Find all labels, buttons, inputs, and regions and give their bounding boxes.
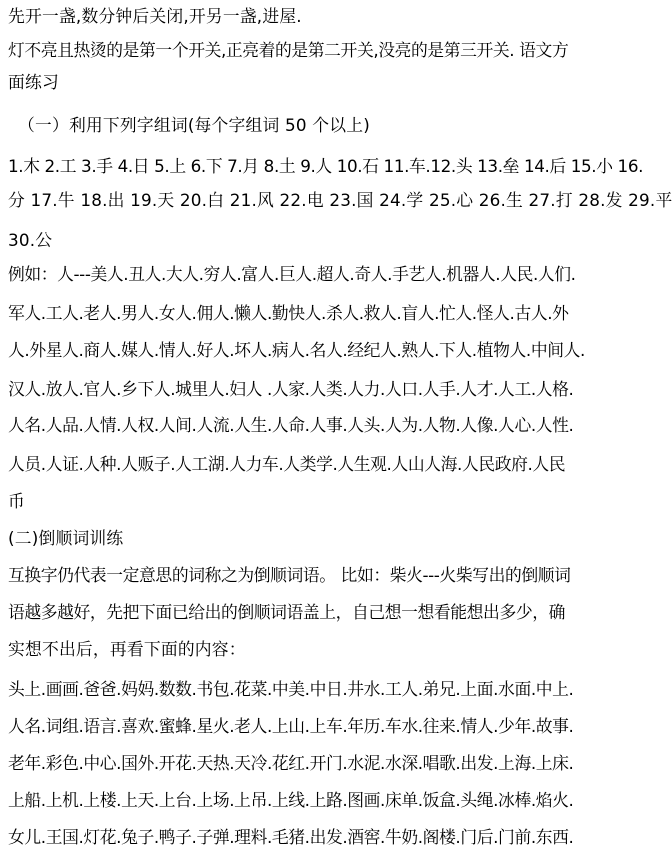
text-line: 人名.人品.人情.人权.人间.人流.人生.人命.人事.人头.人为.人物.人像.人心.人性. [8,415,574,435]
text-line: 人员.人证.人种.人贩子.人工湖.人力车.人类学.人生观.人山人海.人民政府.人民 [8,454,566,474]
text-line: 上船.上机.上楼.上天.上台.上场.上吊.上线.上路.图画.床单.饭盒.头绳.冰棒.焰火. [8,790,574,810]
section-heading: （一）利用下列字组词(每个字组词 50 个以上) [18,115,370,135]
text-line: 灯不亮且热烫的是第一个开关,正亮着的是第二开关,没亮的是第三开关. 语文方 [8,40,569,60]
section-heading: (二)倒顺词训练 [8,528,124,548]
text-line: 老年.彩色.中心.国外.开花.天热.天冷.花红.开门.水泥.水深.唱歌.出发.上海.上床. [8,753,574,773]
text-line: 30.公 [8,230,53,250]
text-line: 例如：人---美人.丑人.大人.穷人.富人.巨人.超人.奇人.手艺人.机器人.人民.人们. [8,264,576,284]
text-line: 实想不出后，再看下面的内容： [8,639,246,659]
text-line: 分 17.牛 18.出 19.天 20.白 21.风 22.电 23.国 24.学 25.心 26.生 27.打 28.发 29.平 [8,190,672,210]
text-line: 头上.画画.爸爸.妈妈.数数.书包.花菜.中美.中日.井水.工人.弟兄.上面.水面.中上. [8,679,574,699]
text-line: 互换字仍代表一定意思的词称之为倒顺词语。 比如：柴火---火柴写出的倒顺词 [8,565,571,585]
text-line: 币 [8,491,25,511]
text-line: 语越多越好，先把下面已给出的倒顺词语盖上，自己想一想看能想出多少，确 [8,602,565,622]
text-line: 面练习 [8,72,59,92]
text-line: 女儿.王国.灯花.兔子.鸭子.子弹.理料.毛猪.出发.酒窖.牛奶.阁楼.门后.门前.东西. [8,827,574,847]
text-line: 人名.词组.语言.喜欢.蜜蜂.星火.老人.上山.上车.年历.车水.往来.情人.少年.故事. [8,716,574,736]
text-line: 军人.工人.老人.男人.女人.佣人.懒人.勤快人.杀人.救人.盲人.忙人.怪人.古人.外 [8,303,569,323]
text-line: 人.外星人.商人.媒人.情人.好人.坏人.病人.名人.经纪人.熟人.下人.植物人.中间人. [8,340,585,360]
text-line: 先开一盏,数分钟后关闭,开另一盏,进屋. [8,6,302,26]
text-line: 1.木 2.工 3.手 4.日 5.上 6.下 7.月 8.土 9.人 10.石 11.车.12.头 13.垒 14.后 15.小 16. [8,156,644,176]
text-line: 汉人.放人.官人.乡下人.城里人.妇人 .人家.人类.人力.人口.人手.人才.人工.人格. [8,379,574,399]
